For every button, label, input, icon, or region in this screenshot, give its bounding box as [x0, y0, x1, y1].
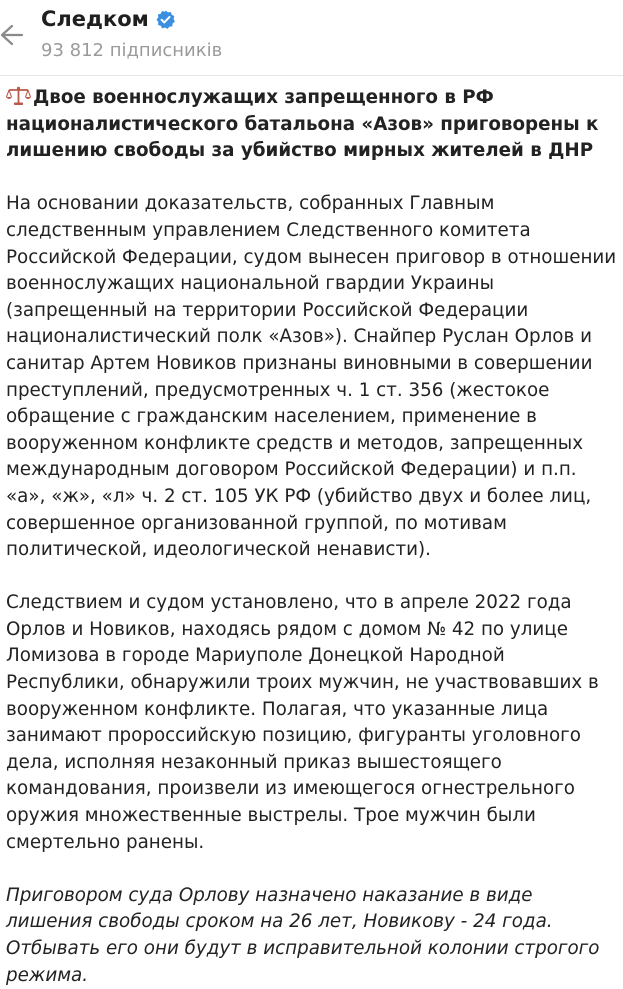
channel-post: [6, 85, 618, 989]
post-paragraph: Следствием и судом установлено, что в апреле 2022 года Орлов и Новиков, находясь рядом с домом № 42 по улице Ломизова в городе Мариуполе Донецкой Народной Республики, обнаружили троих мужчин, не участвовавших в вооруженном конфликте. Полагая, что указанные лица занимают пророссийскую позицию, фигуранты уголовного дела, исполняя незаконный приказ вышестоящего командования, произвели из имеющегося огнестрельного оружия множественные выстрелы. Трое мужчин были смертельно ранены.: [6, 592, 599, 853]
post-paragraph-italic: Приговором суда Орлову назначено наказание в виде лишения свободы сроком на 26 лет, Новикову - 24 года. Отбывать его они будут в исправительной колонии строгого режима.: [6, 884, 600, 986]
post-paragraph: На основании доказательств, собранных Главным следственным управлением Следственного комитета Российской Федерации, судом вынесен приговор в отношении военнослужащих национальной гвардии Украины (запрещенный на территории Российской Федерации националистический полк «Азов»). Снайпер Руслан Орлов и санитар Артем Новиков признаны виновными в совершении преступлений, предусмотренных ч. 1 ст. 356 (жестокое обращение с гражданским населением, применение в вооруженном конфликте средств и методов, запрещенных международным договором Российской Федерации) и п.п. «а», «ж», «л» ч. 2 ст. 105 УК РФ (убийство двух и более лиц, совершенное организованной группой, по мотивам политической, идеологической ненависти).: [6, 193, 617, 561]
arrow-left-icon[interactable]: [0, 22, 22, 48]
channel-header: [0, 0, 623, 70]
header-divider: [0, 75, 623, 76]
channel-title-row[interactable]: [41, 7, 176, 31]
scales-icon: [6, 86, 31, 106]
verified-badge-icon: [155, 9, 176, 30]
subscriber-count: 93 812 підписників: [41, 40, 223, 61]
post-title-text: Двое военнослужащих запрещенного в РФ националистического батальона «Азов» приговорены к лишению свободы за убийство мирных жителей в ДНР: [6, 87, 599, 162]
post-title: [6, 85, 618, 165]
channel-name: Следком: [41, 7, 149, 31]
